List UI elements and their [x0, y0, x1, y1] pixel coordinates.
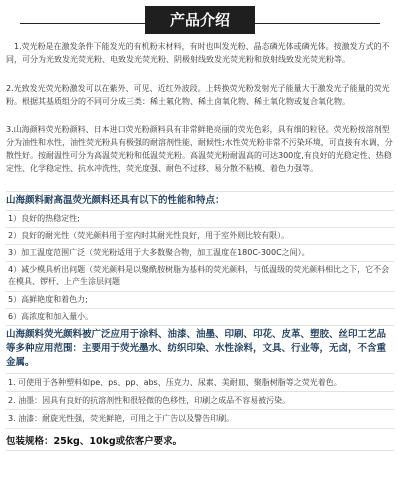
title-banner [0, 6, 400, 34]
use-item: 3. 油漆：耐旋光性强，荧光鲜艳，可用之于广告以及警告印刷。 [8, 414, 235, 423]
divider [6, 308, 394, 309]
divider [6, 450, 394, 451]
feature-item: 1）良好的热稳定性; [8, 214, 80, 223]
feature-item: 4）减少模具析出问题（荧光颜料是以聚酰胺树脂为基料的荧光颜料，与低温级的荧光颜料相比之下，它不会在模具、锣杆、上产生涂层问题 [8, 265, 390, 286]
features-heading: 山海颜料耐高温荧光颜料还具有以下的性能和特点： [6, 195, 225, 206]
divider [6, 261, 394, 262]
divider [6, 325, 394, 326]
divider [6, 227, 394, 228]
divider [6, 210, 394, 211]
packaging-spec: 包装规格：25kg、10kg或依客户要求。 [6, 436, 183, 447]
divider [6, 191, 394, 192]
page-title: 产品介绍 [145, 6, 255, 34]
intro-paragraph-2: 2.光致发光荧光粉激发可以在紫外、可见、近红外波段。上转换荧光粉发射光子能量大于激发光子能量的荧光粉。根据其基质组分的不同可分成三类：稀土氟化物、稀土卤氧化物、稀土氧化物或复合氧化物。 [6, 84, 390, 106]
use-item: 2. 油墨：因具有良好的抗溶剂性和很轻微的色移性，印刷之成品不容易被污染。 [8, 396, 291, 405]
applications-heading: 山海颜料荧光颜料被广泛应用于涂料、油漆、油墨、印刷、印花、皮革、塑胶、丝印工艺品等多种应用范围：主要用于荧光墨水、纺织印染、水性涂料，文具、行业等，无卤，不含重金属。 [6, 329, 387, 368]
feature-item: 6）高浓度和加入量小。 [8, 312, 94, 321]
feature-item: 5）高鲜艳度和着色力; [8, 295, 88, 304]
intro-paragraph-3: 3.山海颜料荧光粉颜料、日本进口荧光粉颜料具有非常鲜艳亮丽的荧光色彩，具有细的粒径。荧光粉按溶剂型分为油性和水性，油性荧光粉具有极强的耐溶剂性能，耐候性;水性荧光粉非常不污染环境，可直接有水调，分散性好。按耐温性可分为高温荧光粉和低温荧光粉。高温荧光粉耐温高的可达300度,有良好的光稳定性、热稳定性、化学稳定性、抗水冲洗性，荧光度强、耐色不过移、易分散不粘模、着色力强等。 [6, 125, 393, 173]
intro-paragraph-1: 1.荧光粉是在激发条件下能发光的有机粉末材料，有时也叫发光粉、晶态磷光体或磷光体。按激发方式的不同，可分为光致发光荧光粉、电致发光荧光粉、阴极射线致发光荧光粉和放射线致发光荧光粉等。 [6, 42, 390, 64]
feature-item: 3）加工温度范围广泛（荧光粉适用于大多数聚合物，加工温度在180C-300C之间）。 [8, 248, 310, 257]
divider [6, 391, 394, 392]
divider [6, 291, 394, 292]
divider [6, 373, 394, 374]
divider [6, 244, 394, 245]
divider [6, 409, 394, 410]
divider [6, 428, 394, 429]
feature-item: 2）良好的耐光性（荧光颜料用于室内时其耐光性良好，用于室外则比较有限）。 [8, 231, 290, 240]
use-item: 1. 可使用于各种塑料如pe、ps、pp、abs、压克力、尿素、美耐皿、聚脂树脂等之荧光着色。 [8, 378, 342, 387]
